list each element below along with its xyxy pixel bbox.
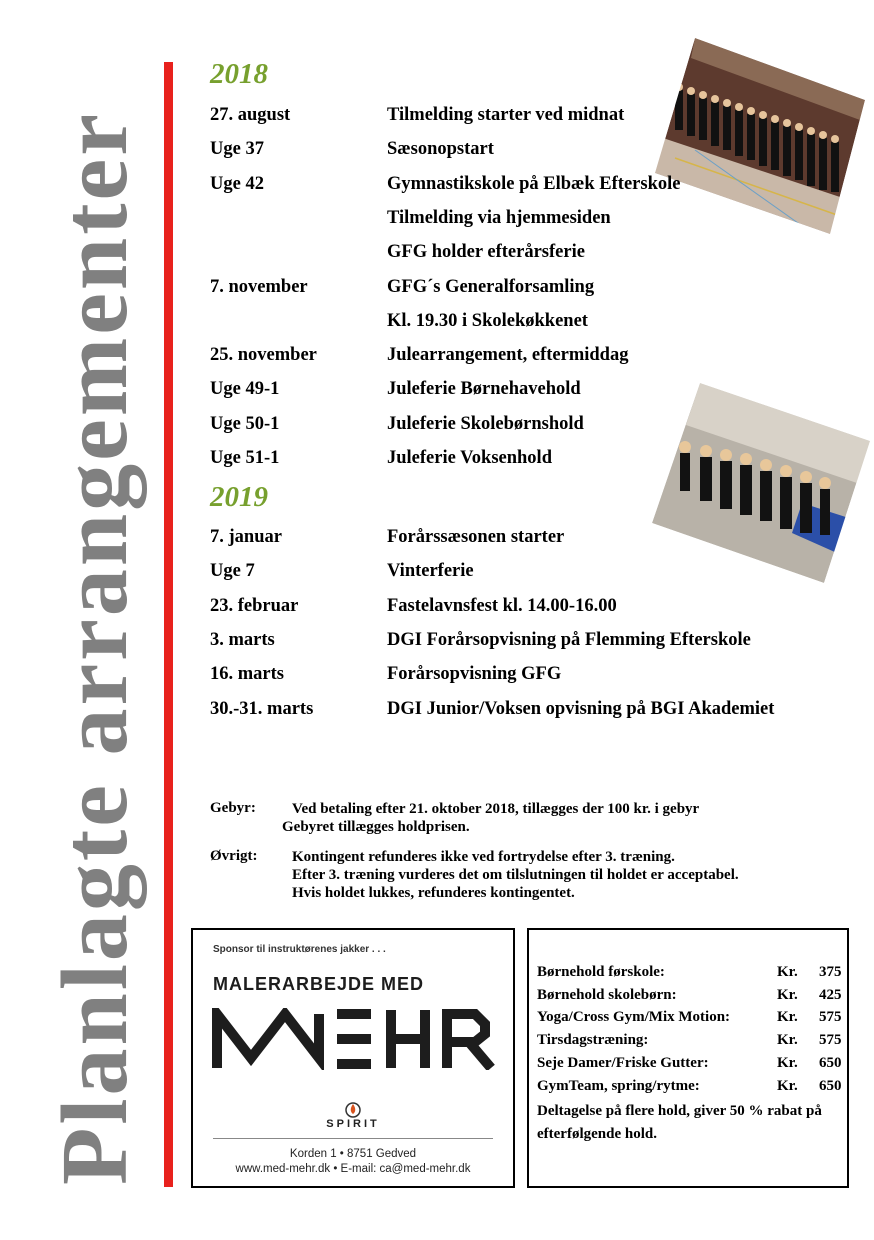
- sponsor-address: Korden 1 • 8751 Gedved: [289, 1148, 417, 1160]
- price-currency: Kr.: [777, 986, 798, 1003]
- price-currency: Kr.: [777, 1054, 798, 1071]
- event-date: 30.-31. marts: [210, 698, 314, 719]
- event-description: Juleferie Skolebørnshold: [387, 413, 584, 434]
- price-value: 575: [819, 1009, 842, 1026]
- gebyr-line: Ved betaling efter 21. oktober 2018, tillægges der 100 kr. i gebyr: [292, 801, 700, 817]
- event-description: Fastelavnsfest kl. 14.00-16.00: [387, 595, 617, 616]
- event-date: Uge 7: [210, 561, 255, 582]
- event-date: 7. november: [210, 276, 308, 297]
- event-description: Juleferie Børnehavehold: [387, 379, 581, 400]
- ovrigt-note: [210, 848, 739, 902]
- event-description: Forårsopvisning GFG: [387, 664, 562, 685]
- sponsor-tagline: Sponsor til instruktørenes jakker . . .: [213, 944, 386, 955]
- price-value: 575: [819, 1032, 842, 1049]
- price-label: Børnehold førskole:: [537, 964, 665, 980]
- event-description: Juleferie Voksenhold: [387, 448, 552, 468]
- event-description: Tilmelding via hjemmesiden: [387, 207, 611, 228]
- price-label: GymTeam, spring/rytme:: [537, 1077, 700, 1094]
- event-description: Kl. 19.30 i Skolekøkkenet: [387, 310, 588, 331]
- price-value: 425: [819, 986, 842, 1003]
- year-2019-heading: 2019: [210, 481, 268, 513]
- event-date: Uge 50-1: [210, 413, 280, 434]
- price-value: 650: [819, 1077, 842, 1094]
- event-date: Uge 37: [210, 139, 264, 160]
- price-label: Yoga/Cross Gym/Mix Motion:: [537, 1009, 731, 1026]
- ovrigt-line: Kontingent refunderes ikke ved fortrydelse efter 3. træning.: [292, 849, 675, 865]
- price-value: 375: [819, 964, 842, 980]
- price-currency: Kr.: [777, 964, 798, 980]
- spirit-brand: SPIRIT: [326, 1118, 380, 1130]
- gymnastics-photo-1: [655, 38, 865, 234]
- event-date: 23. februar: [210, 595, 299, 616]
- price-currency: Kr.: [777, 1009, 798, 1026]
- event-date: 3. marts: [210, 629, 275, 650]
- ovrigt-label: Øvrigt:: [210, 848, 258, 864]
- event-description: GFG holder efterårsferie: [387, 242, 585, 263]
- price-label: Seje Damer/Friske Gutter:: [537, 1054, 709, 1071]
- event-description: Tilmelding starter ved midnat: [387, 105, 625, 125]
- page-title: Planlagte arrangementer: [43, 111, 147, 1185]
- event-date: 27. august: [210, 105, 291, 125]
- gymnastics-photo-2: [652, 383, 870, 583]
- sponsor-box: [191, 928, 515, 1188]
- event-date: 25. november: [210, 345, 317, 366]
- event-date: 16. marts: [210, 664, 284, 685]
- mehr-logo: [211, 1008, 495, 1075]
- event-description: Gymnastikskole på Elbæk Efterskole: [387, 173, 681, 194]
- price-label: Tirsdagstræning:: [537, 1032, 649, 1049]
- event-description: Forårssæsonen starter: [387, 527, 565, 547]
- event-date: Uge 49-1: [210, 379, 280, 400]
- gebyr-line: Gebyret tillægges holdprisen.: [282, 819, 470, 835]
- price-value: 650: [819, 1054, 842, 1071]
- gebyr-label: Gebyr:: [210, 800, 256, 816]
- event-date: Uge 51-1: [210, 448, 280, 468]
- sponsor-name: MALERARBEJDE MED: [213, 974, 425, 994]
- price-currency: Kr.: [777, 1077, 798, 1094]
- event-description: GFG´s Generalforsamling: [387, 276, 595, 297]
- price-currency: Kr.: [777, 1032, 798, 1049]
- event-description: DGI Forårsopvisning på Flemming Efterskole: [387, 629, 751, 650]
- notes-section: [210, 800, 739, 902]
- price-note: Deltagelse på flere hold, giver 50 % rabat på efterfølgende hold.: [537, 1103, 822, 1142]
- event-description: DGI Junior/Voksen opvisning på BGI Akademiet: [387, 698, 775, 719]
- price-label: Børnehold skolebørn:: [537, 986, 677, 1003]
- gebyr-note: [210, 800, 739, 836]
- year-2018-heading: 2018: [210, 58, 268, 90]
- red-divider: [164, 62, 173, 1187]
- event-description: Sæsonopstart: [387, 139, 494, 160]
- ovrigt-line: Hvis holdet lukkes, refunderes kontingentet.: [292, 885, 575, 901]
- price-box: [527, 928, 849, 1188]
- event-date: 7. januar: [210, 527, 282, 547]
- sponsor-divider: [213, 1138, 493, 1139]
- sponsor-contact: www.med-mehr.dk • E-mail: ca@med-mehr.dk: [235, 1163, 471, 1175]
- event-description: Vinterferie: [387, 561, 474, 582]
- event-date: Uge 42: [210, 173, 264, 194]
- ovrigt-line: Efter 3. træning vurderes det om tilslutningen til holdet er acceptabel.: [292, 867, 739, 883]
- event-description: Julearrangement, eftermiddag: [387, 345, 629, 366]
